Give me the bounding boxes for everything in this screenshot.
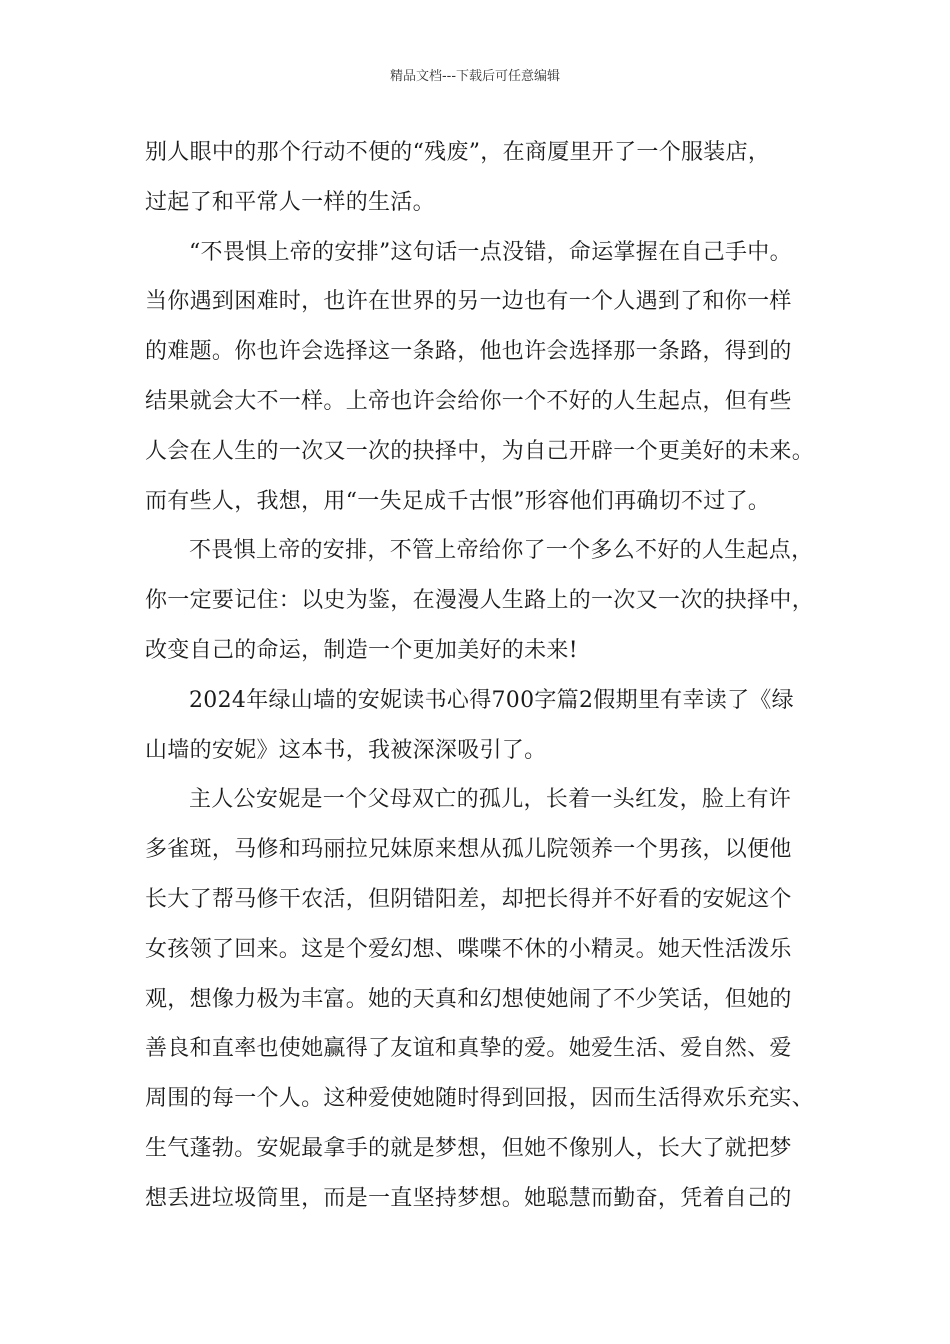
text-line: 山墙的安妮》这本书，我被深深吸引了。 bbox=[145, 737, 547, 763]
text-line: 主人公安妮是一个父母双亡的孤儿，长着一头红发，脸上有许 bbox=[189, 787, 792, 813]
text-line: 不畏惧上帝的安排，不管上帝给你了一个多么不好的人生起点， bbox=[189, 538, 814, 564]
text-line: 人会在人生的一次又一次的抉择中，为自己开辟一个更美好的未来。 bbox=[145, 438, 815, 464]
text-line: 你一定要记住：以史为鉴，在漫漫人生路上的一次又一次的抉择中， bbox=[145, 588, 815, 614]
text-line: 过起了和平常人一样的生活。 bbox=[145, 189, 435, 215]
text-line: 生气蓬勃。安妮最拿手的就是梦想，但她不像别人，长大了就把梦 bbox=[145, 1135, 792, 1161]
text-line: 想丢进垃圾筒里，而是一直坚持梦想。她聪慧而勤奋，凭着自己的 bbox=[145, 1185, 792, 1211]
text-line: 善良和直率也使她赢得了友谊和真挚的爱。她爱生活、爱自然、爱 bbox=[145, 1036, 792, 1062]
text-line: “不畏惧上帝的安排”这句话一点没错，命运掌握在自己手中。 bbox=[189, 239, 792, 265]
text-line: 2024年绿山墙的安妮读书心得700字篇2假期里有幸读了《绿 bbox=[189, 687, 794, 713]
text-line: 当你遇到困难时，也许在世界的另一边也有一个人遇到了和你一样 bbox=[145, 289, 792, 315]
text-line: 多雀斑，马修和玛丽拉兄妹原来想从孤儿院领养一个男孩，以便他 bbox=[145, 837, 792, 863]
text-line: 结果就会大不一样。上帝也许会给你一个不好的人生起点，但有些 bbox=[145, 388, 792, 414]
text-line: 改变自己的命运，制造一个更加美好的未来! bbox=[145, 637, 578, 663]
text-line: 观，想像力极为丰富。她的天真和幻想使她闹了不少笑话，但她的 bbox=[145, 986, 792, 1012]
text-line: 别人眼中的那个行动不便的“残废”，在商厦里开了一个服装店， bbox=[145, 140, 771, 165]
text-line: 长大了帮马修干农活，但阴错阳差，却把长得并不好看的安妮这个 bbox=[145, 886, 792, 912]
text-line: 女孩领了回来。这是个爱幻想、喋喋不休的小精灵。她天性活泼乐 bbox=[145, 936, 792, 962]
body-text bbox=[145, 128, 835, 1224]
text-line: 周围的每一个人。这种爱使她随时得到回报，因而生活得欢乐充实、 bbox=[145, 1086, 815, 1112]
page-header: 精品文档---下载后可任意编辑 bbox=[389, 69, 561, 84]
text-line: 的难题。你也许会选择这一条路，他也许会选择那一条路，得到的 bbox=[145, 339, 792, 365]
text-line: 而有些人，我想，用“一失足成千古恨”形容他们再确切不过了。 bbox=[145, 488, 771, 514]
